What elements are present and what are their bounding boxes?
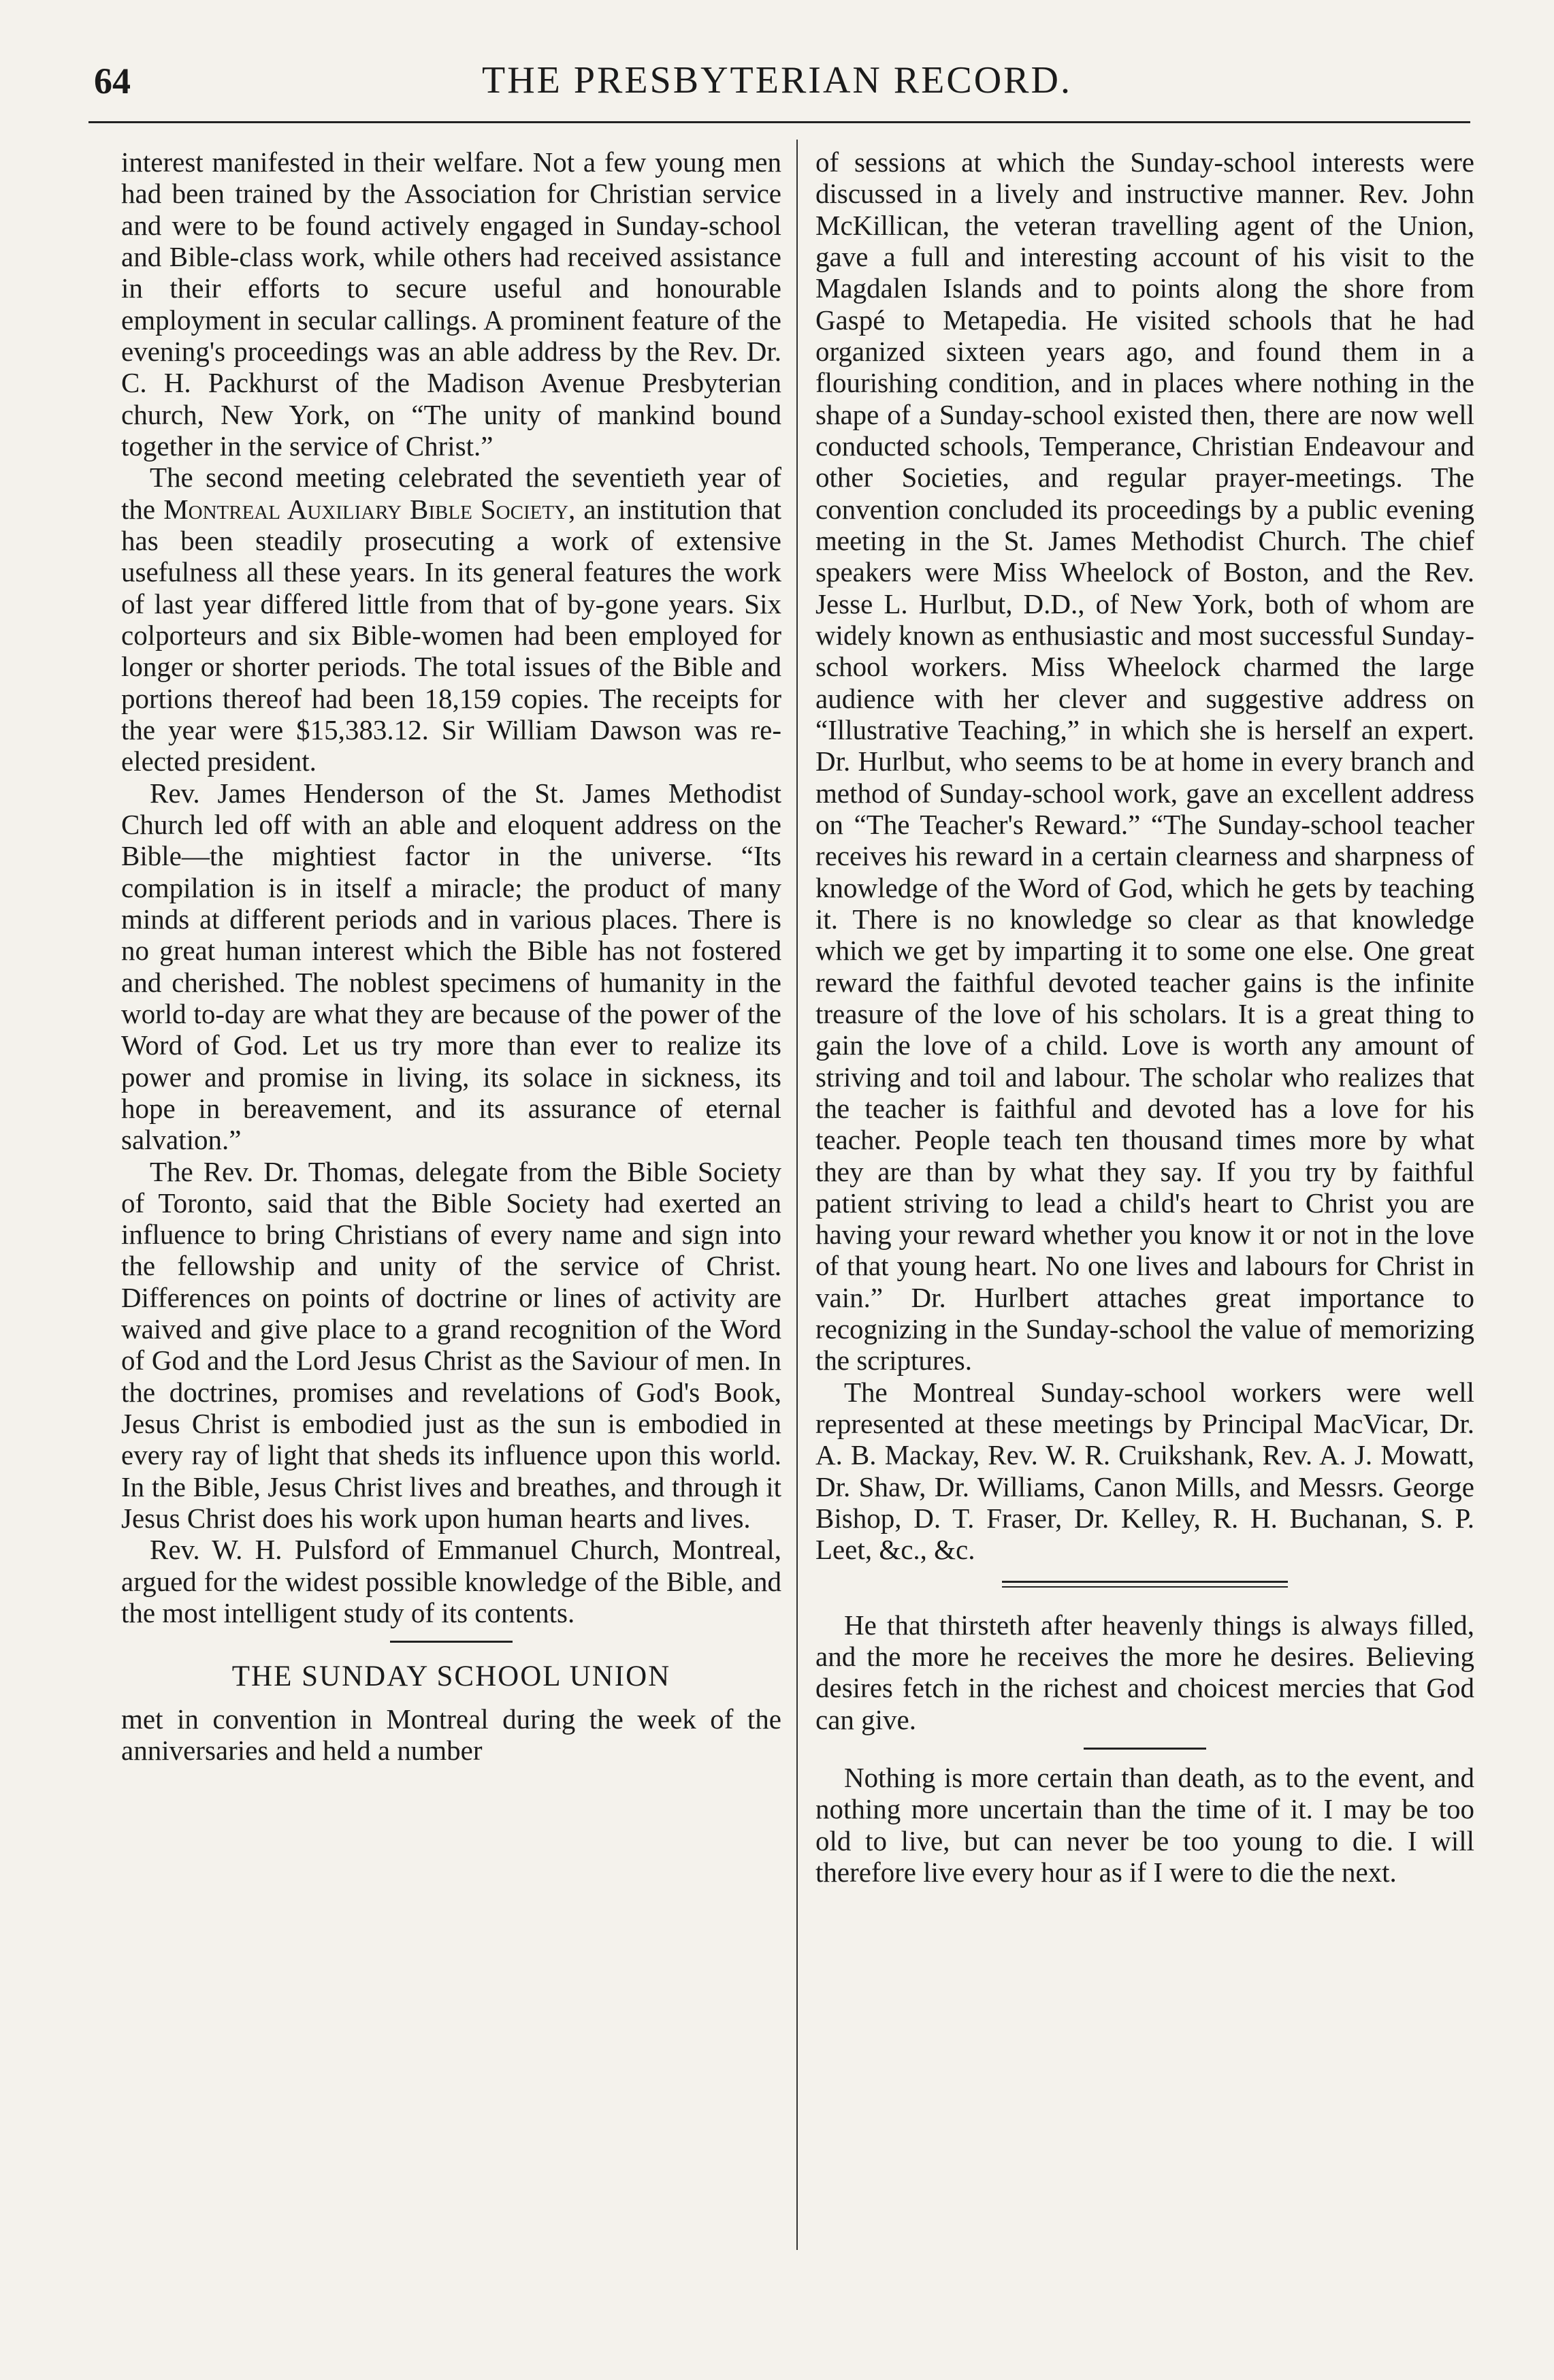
section-divider <box>390 1641 513 1643</box>
right-column <box>815 146 1474 2359</box>
bible-society-paragraph <box>121 462 781 777</box>
death-paragraph: Nothing is more certain than death, as to the event, and nothing more uncertain than the time of it. I may be too old to live, but can never be too young to die. I will therefore live every hour as if I were to die the next. <box>815 1762 1474 1888</box>
page-number: 64 <box>94 61 131 101</box>
double-rule-divider <box>1002 1581 1288 1588</box>
left-column <box>121 146 781 2359</box>
convention-paragraph: of sessions at which the Sunday-school interests were discussed in a lively and instructive manner. Rev. John McKillican, the veteran travelling agent of the Union, gave a full and interesting account of his visit to the Magdalen Islands and to points along the shore from Gaspé to Metapedia. He visited schools that he had organized sixteen years ago, and found them in a flourishing condition, and in places where nothing in the shape of a Sunday-school existed then, there are now well conducted schools, Temperance, Christian Endeavour and other Societies, and regular prayer-meetings. The convention concluded its proceedings by a public evening meeting in the St. James Methodist Church. The chief speakers were Miss Wheelock of Boston, and the Rev. Jesse L. Hurlbut, D.D., of New York, both of whom are widely known as enthusiastic and most successful Sunday-school workers. Miss Wheelock charmed the large audience with her clever and suggestive address on “Illustrative Teaching,” in which she is herself an expert. Dr. Hurlbut, who seems to be at home in every branch and method of Sunday-school work, gave an excellent address on “The Teacher's Reward.” “The Sunday-school teacher receives his reward in a certain clearness and sharpness of knowledge of the Word of God, which he gets by teaching it. There is no knowledge so clear as that knowledge which we get by imparting it to some one else. One great reward the faithful devoted teacher gains is the infinite treasure of the love of his scholars. It is a great thing to gain the love of a child. Love is worth any amount of striving and toil and labour. The scholar who realizes that the teacher is faithful and devoted has a love for his teacher. People teach ten thousand times more by what they are than by what they say. If you try by faithful patient striving to lead a child's heart to Christ you are having your reward whether you know it or not in the love of that young heart. No one lives and labours for Christ in vain.” Dr. Hurlbert attaches great importance to recognizing in the Sunday-school the value of memorizing the scriptures. <box>815 146 1474 1377</box>
thomas-paragraph: The Rev. Dr. Thomas, delegate from the Bible Society of Toronto, said that the Bible Society had exerted an influence to bring Christians of every name and sign into the fellowship and unity of the service of Christ. Differences on points of doctrine or lines of activity are waived and give place to a grand recognition of the Word of God and the Lord Jesus Christ as the Saviour of men. In the doctrines, promises and revelations of God's Book, Jesus Christ is embodied just as the sun is embodied in every ray of light that sheds its influence upon this world. In the Bible, Jesus Christ lives and breathes, and through it Jesus Christ does his work upon human hearts and lives. <box>121 1155 781 1534</box>
workers-paragraph: The Montreal Sunday-school workers were well represented at these meetings by Principal MacVicar, Dr. A. B. Mackay, Rev. W. R. Cruikshank, Rev. A. J. Mowatt, Dr. Shaw, Dr. Williams, Canon Mills, and Messrs. George Bishop, D. T. Fraser, Dr. Kelley, R. H. Buchanan, S. P. Leet, &c., &c. <box>815 1376 1474 1566</box>
column-divider <box>796 140 798 2250</box>
bible-society-name: Montreal Auxiliary Bible Society <box>163 493 569 525</box>
sunday-school-union-paragraph: met in convention in Montreal during the week of the anniversaries and held a number <box>121 1703 781 1767</box>
thirsteth-paragraph: He that thirsteth after heavenly things is always filled, and the more he receives the more he desires. Believing desires fetch in the richest and choicest mercies that God can give. <box>815 1609 1474 1735</box>
bible-society-lead: The second meeting celebrated the seventieth year of the <box>121 462 781 525</box>
henderson-paragraph: Rev. James Henderson of the St. James Methodist Church led off with an able and eloquent address on the Bible—the mightiest factor in the universe. “Its compilation is in itself a miracle; the product of many minds at different periods and in various places. There is no great human interest which the Bible has not fostered and cherished. The noblest specimens of humanity in the world to-day are what they are because of the power of the Word of God. Let us try more than ever to realize its power and promise in living, its solace in sickness, its hope in bereavement, and its assurance of eternal salvation.” <box>121 777 781 1156</box>
short-rule-divider <box>1084 1748 1206 1750</box>
sunday-school-union-heading: THE SUNDAY SCHOOL UNION <box>231 1660 671 1693</box>
running-title: THE PRESBYTERIAN RECORD. <box>482 59 1072 101</box>
ymca-paragraph: interest manifested in their welfare. Not a few young men had been trained by the Association for Christian service and were to be found actively engaged in Sunday-school and Bible-class work, while others had received assistance in their efforts to secure useful and honourable employment in secular callings. A prominent feature of the evening's proceedings was an able address by the Rev. Dr. C. H. Packhurst of the Madison Avenue Presbyterian church, New York, on “The unity of mankind bound together in the service of Christ.” <box>121 146 781 462</box>
header-rule <box>88 121 1470 123</box>
bible-society-rest: , an institution that has been steadily prosecuting a work of extensive usefulness all these years. In its general features the work of last year differed little from that of by-gone years. Six colporteurs and six Bible-women had been employed for longer or shorter periods. The total issues of the Bible and portions thereof had been 18,159 copies. The receipts for the year were $15,383.12. Sir William Dawson was re-elected president. <box>121 493 781 777</box>
pulsford-paragraph: Rev. W. H. Pulsford of Emmanuel Church, Montreal, argued for the widest possible knowledge of the Bible, and the most intelligent study of its contents. <box>121 1534 781 1629</box>
